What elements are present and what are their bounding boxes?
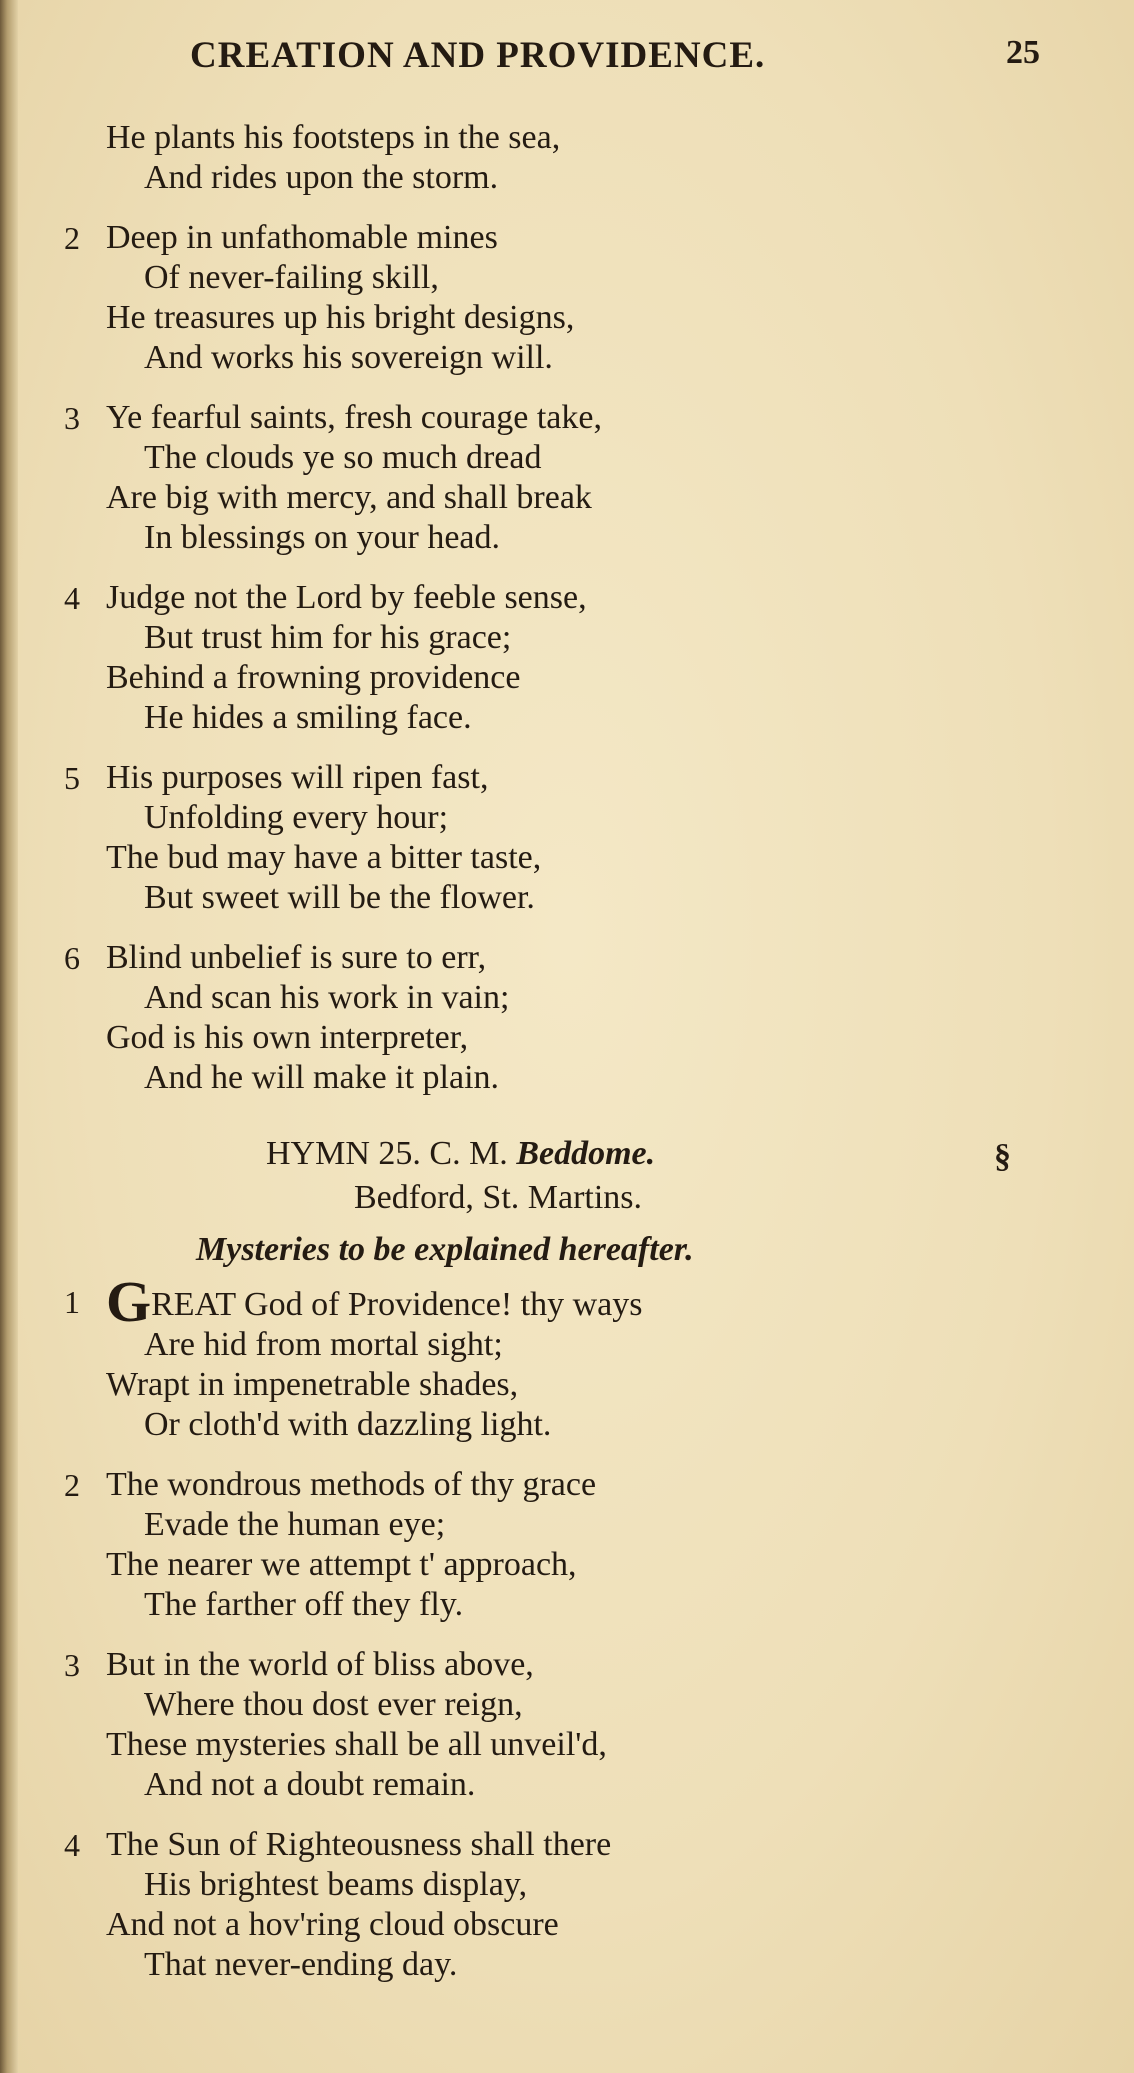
verse-line: Behind a frowning providence [106, 659, 521, 696]
verse-text: REAT God of Providence! thy ways [151, 1286, 643, 1323]
verse-text: Blind unbelief is sure to err, [106, 939, 487, 976]
verse-line: That never-ending day. [144, 1946, 458, 1983]
hymn-number-meter: HYMN 25. C. M. [266, 1135, 508, 1172]
verse-line: These mysteries shall be all unveil'd, [106, 1726, 607, 1763]
verse-line: In blessings on your head. [144, 519, 501, 556]
stanza-3 [60, 398, 1070, 558]
verse-line: He treasures up his bright designs, [106, 299, 575, 336]
verse-line [60, 218, 1070, 258]
verse-line [60, 1825, 1070, 1865]
verse-line: Are hid from mortal sight; [144, 1326, 503, 1363]
hymn-heading [60, 1132, 1070, 1274]
verse-line: His brightest beams display, [144, 1866, 528, 1903]
verse-line: Or cloth'd with dazzling light. [144, 1406, 552, 1443]
verse-line: Of never-failing skill, [144, 259, 439, 296]
verse-line: And not a doubt remain. [144, 1766, 476, 1803]
verse-text: Deep in unfathomable mines [106, 219, 498, 256]
verse-line [60, 758, 1070, 798]
verse-line: Where thou dost ever reign, [144, 1686, 523, 1723]
verse-line: God is his own interpreter, [106, 1019, 469, 1056]
stanza-2 [60, 1465, 1070, 1625]
stanza-4 [60, 578, 1070, 738]
stanza-number: 2 [64, 220, 80, 256]
verse-line [60, 398, 1070, 438]
verse-line: And works his sovereign will. [144, 339, 553, 376]
stanza-1 [60, 1269, 1070, 1445]
verse-text: Judge not the Lord by feeble sense, [106, 579, 587, 616]
stanza-5 [60, 758, 1070, 918]
verse-line: The farther off they fly. [144, 1586, 464, 1623]
hymn-title [60, 1132, 1070, 1176]
running-title: CREATION AND PROVIDENCE. [190, 35, 766, 76]
verse-line: He hides a smiling face. [144, 699, 472, 736]
verse-line: Unfolding every hour; [144, 799, 449, 836]
verse-line: Wrapt in impenetrable shades, [106, 1366, 519, 1403]
stanza-3 [60, 1645, 1070, 1805]
printer-ornament: § [994, 1138, 1011, 1175]
verse-text: The Sun of Righteousness shall there [106, 1826, 612, 1863]
verse-line: Evade the human eye; [144, 1506, 446, 1543]
verse-line: The bud may have a bitter taste, [106, 839, 542, 876]
page-header [190, 34, 1060, 94]
stanza-number: 6 [64, 940, 80, 976]
stanza-number: 2 [64, 1467, 80, 1503]
book-spine-shadow [0, 0, 18, 2073]
stanza-continuation [60, 118, 1070, 198]
verse-line: But trust him for his grace; [144, 619, 512, 656]
stanza-number: 3 [64, 400, 80, 436]
stanza-number: 3 [64, 1647, 80, 1683]
verse-line: He plants his footsteps in the sea, [106, 119, 561, 156]
verse-line [60, 578, 1070, 618]
verse-line [60, 1269, 1070, 1334]
verse-text: The wondrous methods of thy grace [106, 1466, 597, 1503]
stanza-number: 4 [64, 1827, 80, 1863]
verse-line: The clouds ye so much dread [144, 439, 542, 476]
verse-line [60, 938, 1070, 978]
verse-line: And rides upon the storm. [144, 159, 499, 196]
verse-line: And not a hov'ring cloud obscure [106, 1906, 559, 1943]
verse-line: And scan his work in vain; [144, 979, 510, 1016]
page-number: 25 [1006, 34, 1040, 71]
verse-text: His purposes will ripen fast, [106, 759, 489, 796]
stanza-number: 1 [64, 1284, 80, 1320]
verse-text: But in the world of bliss above, [106, 1646, 534, 1683]
verse-line: The nearer we attempt t' approach, [106, 1546, 577, 1583]
verse-line [60, 1645, 1070, 1685]
stanza-number: 4 [64, 580, 80, 616]
stanza-6 [60, 938, 1070, 1098]
stanza-number: 5 [64, 760, 80, 796]
stanza-4 [60, 1825, 1070, 1985]
hymn-author: Beddome. [516, 1135, 656, 1172]
drop-cap: G [106, 1269, 152, 1334]
hymn-subject: Mysteries to be explained hereafter. [196, 1231, 694, 1268]
verse-line: But sweet will be the flower. [144, 879, 535, 916]
verse-line: And he will make it plain. [144, 1059, 500, 1096]
hymn-tunes: Bedford, St. Martins. [354, 1179, 643, 1216]
verse-line: Are big with mercy, and shall break [106, 479, 592, 516]
stanza-2 [60, 218, 1070, 378]
page-content [60, 118, 1070, 2005]
verse-text: Ye fearful saints, fresh courage take, [106, 399, 602, 436]
verse-line [60, 1465, 1070, 1505]
